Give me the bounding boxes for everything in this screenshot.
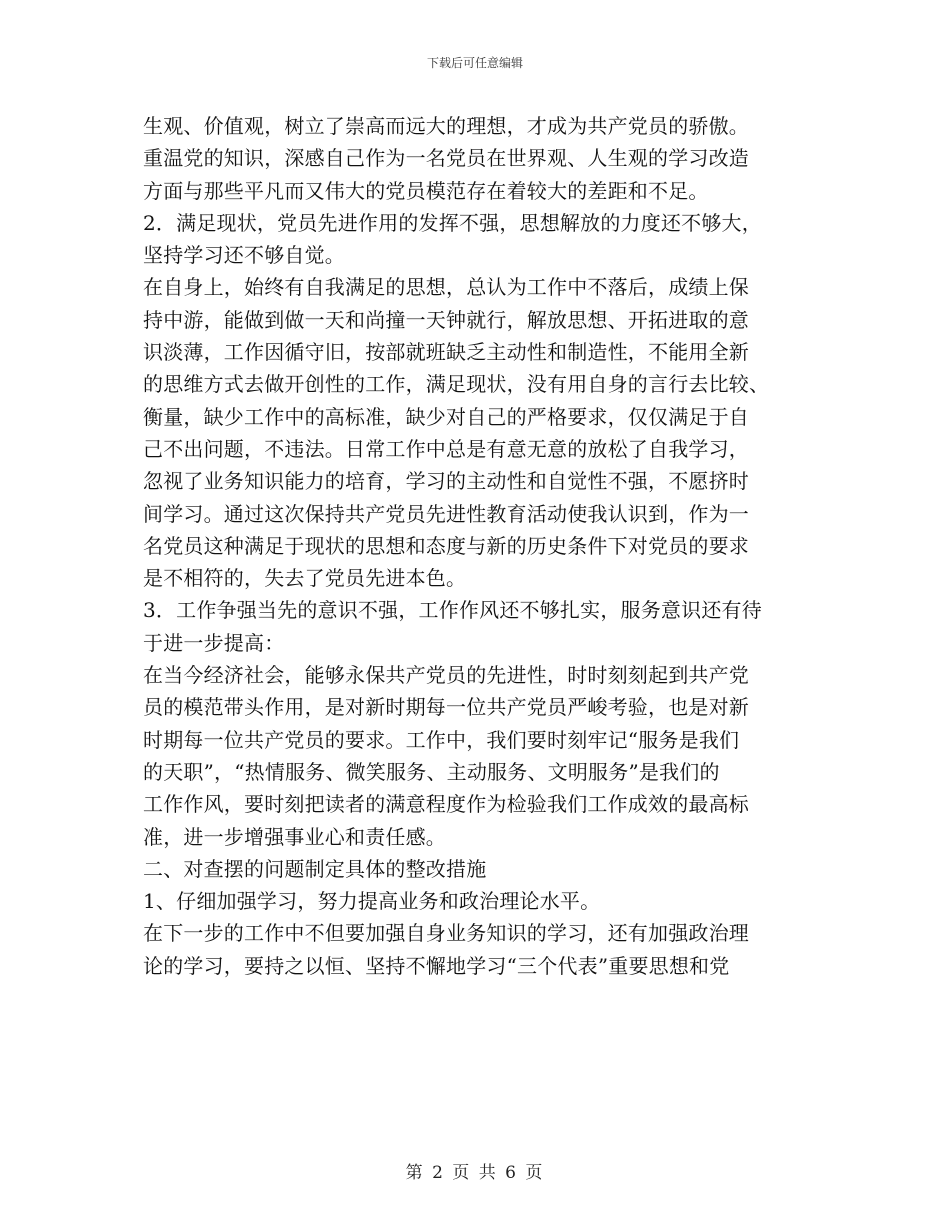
text-line: 坚持学习还不够自觉。 — [143, 243, 345, 268]
text-line: 的思维方式去做开创性的工作，满足现状，没有用自身的言行去比较、 — [143, 372, 770, 397]
text-line: 己不出问题，不违法。日常工作中总是有意无意的放松了自我学习， — [143, 436, 749, 461]
text-line: 准，进一步增强事业心和责任感。 — [143, 824, 446, 849]
text-line: 生观、价值观，树立了崇高而远大的理想，才成为共产党员的骄傲。 — [143, 114, 749, 138]
text-line: 间学习。通过这次保持共产党员先进性教育活动使我认识到，作为一 — [143, 501, 749, 526]
text-line: 时期每一位共产党员的要求。工作中，我们要时刻牢记“服务是我们 — [143, 727, 740, 752]
text-line: 重温党的知识，深感自己作为一名党员在世界观、人生观的学习改造 — [143, 146, 749, 171]
text-line: 持中游，能做到做一天和尚撞一天钟就行，解放思想、开拓进取的意 — [143, 307, 749, 332]
section-heading: 二、对查摆的问题制定具体的整改措施 — [143, 856, 487, 881]
page-header: 下载后可任意编辑 — [426, 56, 523, 70]
sub-heading: 1、仔细加强学习，努力提高业务和政治理论水平。 — [143, 889, 601, 914]
text-line: 论的学习，要持之以恒、坚持不懈地学习“三个代表”重要思想和党 — [143, 953, 730, 978]
text-line: 工作作风，要时刻把读者的满意程度作为检验我们工作成效的最高标 — [143, 792, 749, 817]
text-line: 衡量，缺少工作中的高标准，缺少对自己的严格要求，仅仅满足于自 — [143, 404, 749, 429]
text-line: 的天职”，“热情服务、微笑服务、主动服务、文明服务”是我们的 — [143, 759, 720, 784]
text-line: 在当今经济社会，能够永保共产党员的先进性，时时刻刻起到共产党 — [143, 663, 749, 688]
text-line: 忽视了业务知识能力的培育，学习的主动性和自觉性不强，不愿挤时 — [143, 469, 749, 494]
text-line: 在自身上，始终有自我满足的思想，总认为工作中不落后，成绩上保 — [143, 275, 749, 300]
text-line: 2．满足现状，党员先进作用的发挥不强，思想解放的力度还不够大， — [143, 210, 762, 235]
page-number-footer: 第 2 页 共 6 页 — [405, 1163, 545, 1183]
text-line: 于进一步提高： — [143, 630, 285, 655]
text-line: 3．工作争强当先的意识不强，工作作风还不够扎实，服务意识还有待 — [143, 598, 762, 623]
document-body — [143, 110, 813, 982]
text-line: 名党员这种满足于现状的思想和态度与新的历史条件下对党员的要求 — [143, 533, 749, 558]
text-line: 在下一步的工作中不但要加强自身业务知识的学习，还有加强政治理 — [143, 921, 749, 946]
text-line: 员的模范带头作用，是对新时期每一位共产党员严峻考验，也是对新 — [143, 695, 749, 720]
text-line: 方面与那些平凡而又伟大的党员模范存在着较大的差距和不足。 — [143, 178, 709, 203]
text-line: 识淡薄，工作因循守旧，按部就班缺乏主动性和制造性，不能用全新 — [143, 340, 749, 365]
text-line: 是不相符的，失去了党员先进本色。 — [143, 566, 467, 591]
